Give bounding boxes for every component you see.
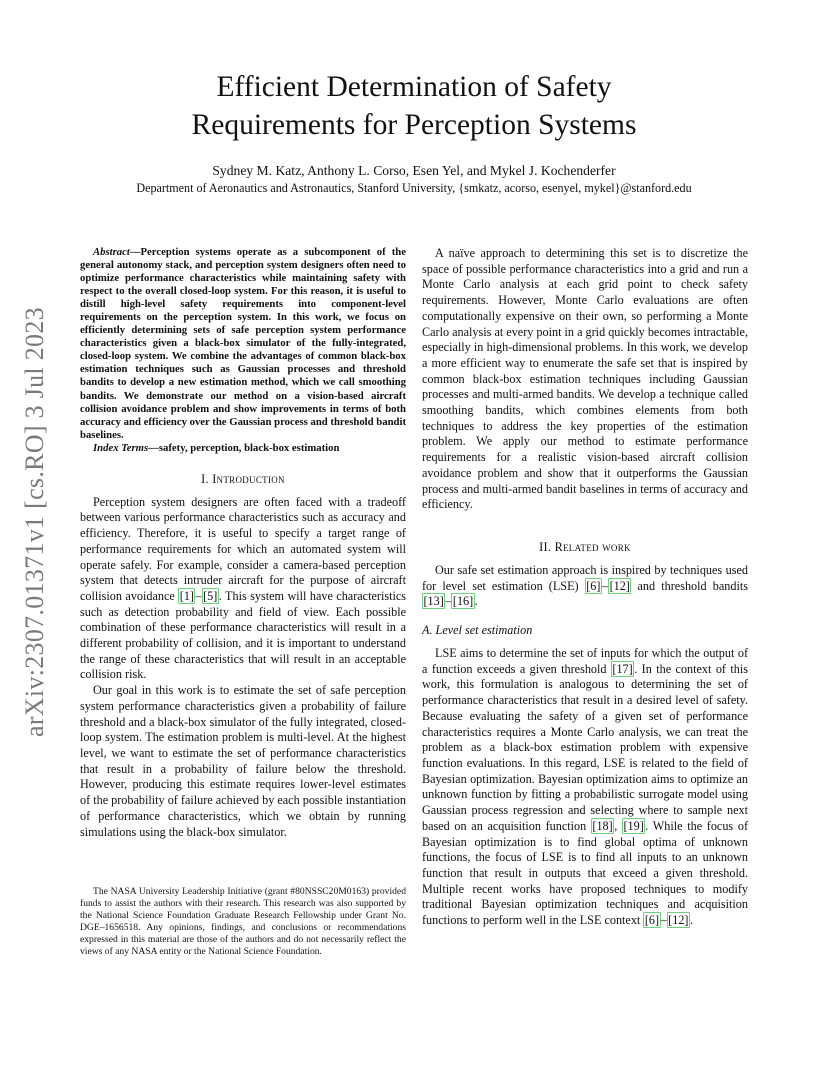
right-column [422,246,748,929]
title-line-1: Efficient Determination of Safety [216,71,612,103]
paper-title [100,68,728,144]
text-run: , [614,818,622,833]
arxiv-identifier: arXiv:2307.01371v1 [cs.RO] 3 Jul 2023 [20,307,49,737]
section-heading-related-work: II. Related work [539,539,631,554]
abstract-label: Abstract [93,246,130,258]
citation-link[interactable]: [12] [668,913,689,928]
citation-link[interactable]: [17] [612,661,633,676]
text-run: . In the context of this work, this formulation is analogous to determining the set of performance characteristics that result in a desired level of safety. Because evaluating the safety of a given set of performance characteristics requires a Monte Carlo analysis, we can treat the problem as a black-box estimation problem with expensive function evaluations. In this regard, LSE is related to the field of Bayesian optimization. Bayesian optimization aims to optimize an unknown function by fitting a probabilistic surrogate model using Gaussian process regression and selecting where to sample next based on an acquisition function [422,661,748,833]
text-run: . [474,594,478,609]
citation-link[interactable]: [19] [623,818,644,833]
citation-link[interactable]: [16] [452,594,474,609]
related-paragraph-1 [422,563,748,610]
index-terms [80,442,406,455]
text-run: Our safe set estimation approach is inspired by techniques used for level set estimation (LSE) [422,562,748,593]
intro-paragraph-2: Our goal in this work is to estimate the set of safe perception system performance characteristics given a probability of failure threshold and a black-box simulator of the fully integrated, closed-loop system. The estimation problem is multi-level. At the highest level, we want to estimate the set of performance characteristics that result in a probability of failure below the threshold. However, producing this estimate requires lower-level estimates of the probability of failure achieved by each possible instantiation of performance characteristics, which we obtain by running simulations using the black-box simulator. [80,683,406,839]
citation-link[interactable]: [1] [179,588,194,603]
abstract-text: —Perception systems operate as a subcomponent of the general autonomy stack, and perception system designers often need to optimize performance characteristics while maintaining safety with respect to the overall closed-loop system. For this reason, it is useful to distill high-level safety requirements into component-level requirements on the perception system. In this work, we focus on efficiently determining sets of safe perception system performance characteristics given a black-box simulator of the fully-integrated, closed-loop system. We combine the advantages of common black-box estimation techniques such as Gaussian processes and threshold bandits to develop a new estimation method, which we call smoothing bandits. We demonstrate our method on a vision-based aircraft collision avoidance problem and show improvements in terms of both accuracy and efficiency over the Gaussian process and threshold bandit baselines. [80,246,406,441]
author-list: Sydney M. Katz, Anthony L. Corso, Esen Yel, and Mykel J. Kochenderfer [212,163,616,178]
subsection-heading-level-set-estimation: A. Level set estimation [422,623,533,638]
funding-footnote [80,886,406,959]
intro-paragraph-1 [80,495,406,683]
index-terms-label: Index Terms [93,441,149,454]
footnote-text: The NASA University Leadership Initiative (grant #80NSSC20M0163) provided funds to assist the authors with their research. This research was also supported by the National Science Foundation Graduate Research Fellowship under Grant No. DGE–1656518. Any opinions, findings, and conclusions or recommendations expressed in this material are those of the authors and do not necessarily reflect the views of any NASA entity or the National Science Foundation. [80,886,406,958]
text-run: – [601,578,609,593]
citation-link[interactable]: [13] [423,594,444,609]
citation-link[interactable]: [6] [586,578,601,593]
citation-link[interactable]: [12] [609,578,630,593]
citation-link[interactable]: [5] [203,588,218,603]
left-column [80,246,406,840]
text-run: . While the focus of Bayesian optimization is to find global optima of unknown functions, the focus of LSE is to find all inputs to an unknown function that result in outputs that exceed a given threshold. Multiple recent works have proposed techniques to modify traditional Bayesian optimization techniques and acquisition functions to perform well in the LSE context [422,818,749,928]
text-run: Perception system designers are often faced with a tradeoff between various performance characteristics such as accuracy and efficiency. Therefore, it is useful to specify a target range of performance requirements for which an automated system will operate safely. For example, consider a camera-based perception system that detects intruder aircraft for the purpose of aircraft collision avoidance [80,494,406,603]
section-heading-introduction: I. Introduction [201,471,285,486]
lse-paragraph-1 [422,646,748,929]
text-run: . [689,913,694,928]
citation-link[interactable]: [18] [592,818,613,833]
citation-link[interactable]: [6] [644,913,660,928]
text-run: – [445,594,452,609]
text-run: . This system will have characteristics such as detection probability and field of view. Each possible combination of these performance characteristics will result in a different probability of collision, and it is important to understand the range of these characteristics that will result in an acceptable collision risk. [80,588,406,682]
index-terms-text: —safety, perception, black-box estimation [148,441,340,454]
text-run: LSE aims to determine the set of inputs for which the output of a function exceeds a given threshold [422,646,748,676]
affiliation: Department of Aeronautics and Astronautics, Stanford University, {smkatz, acorso, esenyel, mykel}@stanford.edu [136,181,692,195]
text-run: and threshold bandits [631,578,748,593]
text-run: – [660,913,667,928]
title-line-2: Requirements for Perception Systems [191,109,637,141]
intro-paragraph-3: A naïve approach to determining this set is to discretize the space of possible performance characteristics into a grid and run a Monte Carlo analysis at each grid point to check safety requirements. However, Monte Carlo evaluations are often computationally expensive on their own, so performing a Monte Carlo analysis at every point in a grid quickly becomes intractable, especially in high-dimensional problems. In this work, we develop a more efficient way to enumerate the safe set that is inspired by common black-box estimation techniques including Gaussian processes and multi-armed bandits. We develop a technique called smoothing bandits, which combines elements from both techniques to address the key properties of the estimation problem. We apply our method to estimate performance requirements for a realistic vision-based aircraft collision avoidance problem and show that it outperforms the Gaussian process and multi-armed bandit baselines in terms of accuracy and efficiency. [422,246,748,512]
abstract [80,246,406,442]
text-run: – [195,588,202,603]
